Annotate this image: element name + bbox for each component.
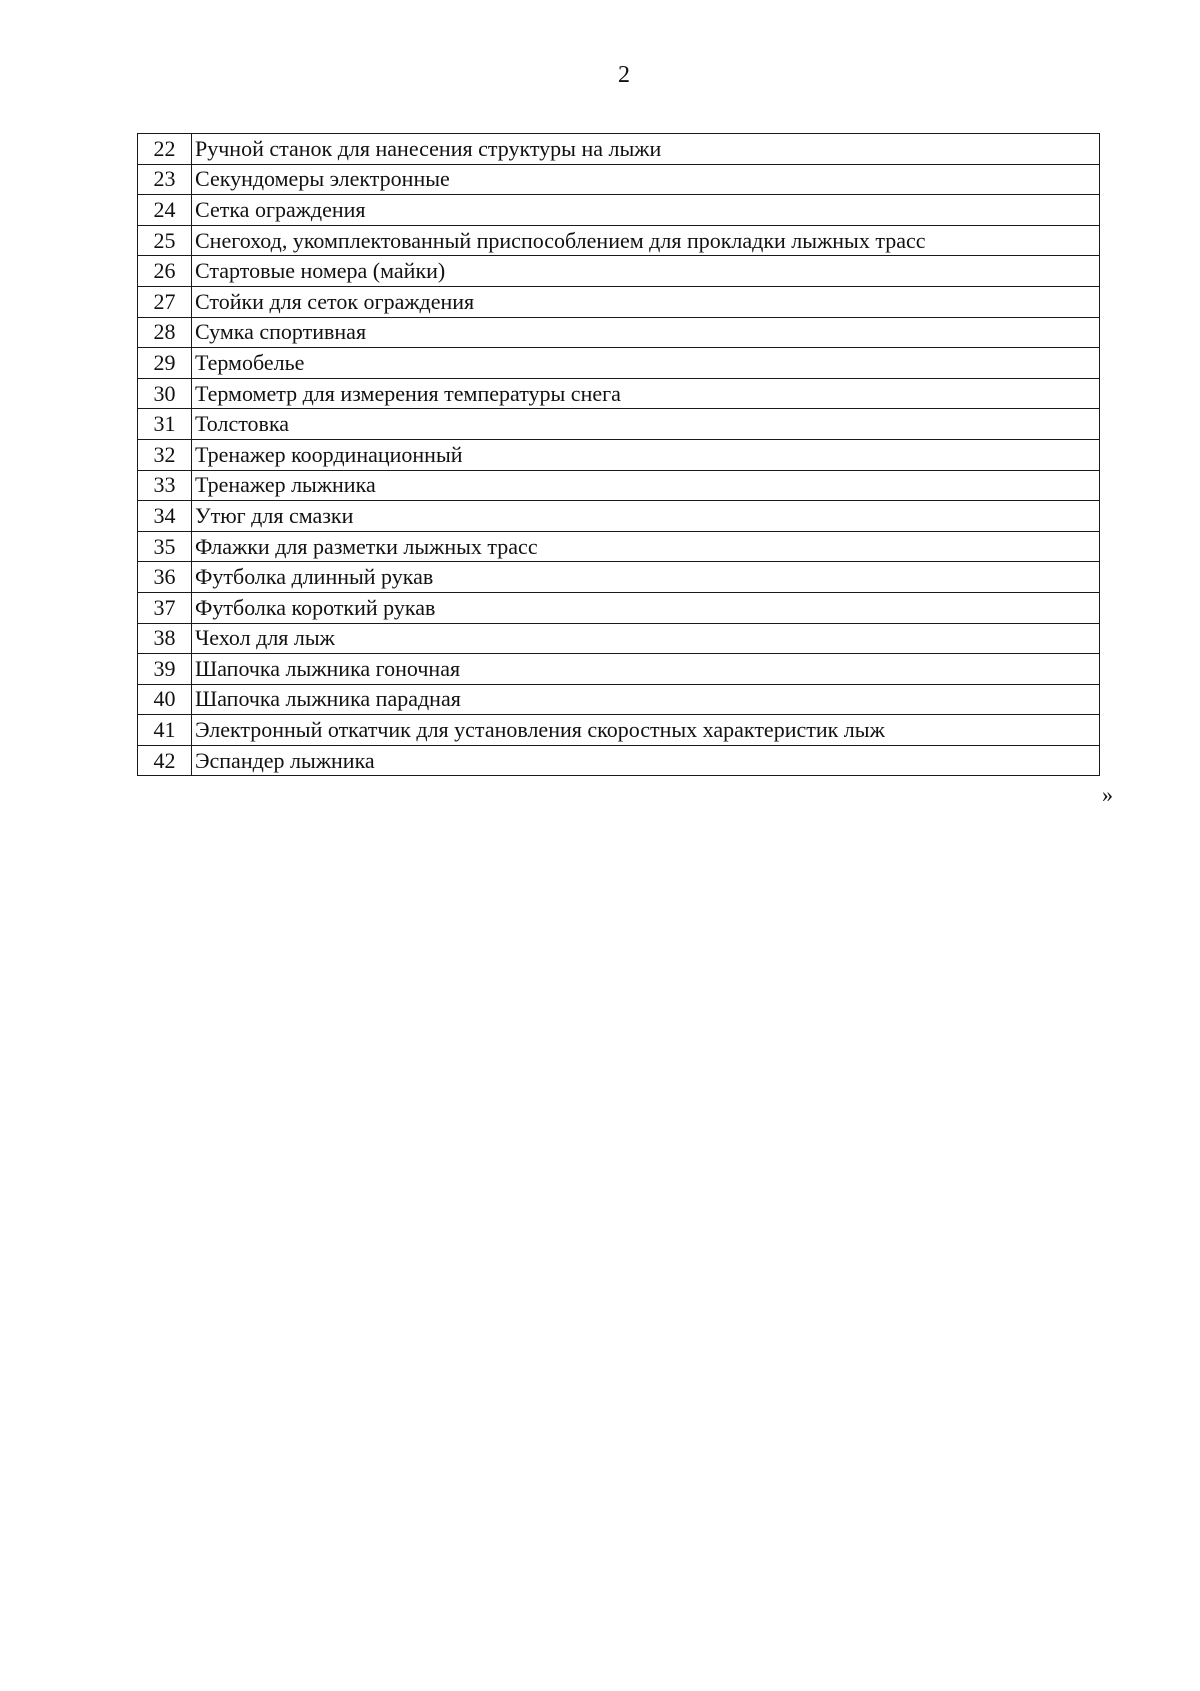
row-number: 34 <box>138 501 192 532</box>
item-name: Футболка короткий рукав <box>192 592 1100 623</box>
table-row <box>138 439 1100 470</box>
page-number: 2 <box>618 62 630 88</box>
item-name: Стартовые номера (майки) <box>192 256 1100 287</box>
table-row <box>138 164 1100 195</box>
table-row <box>138 745 1100 776</box>
row-number: 23 <box>138 164 192 195</box>
table-row <box>138 225 1100 256</box>
row-number: 27 <box>138 286 192 317</box>
item-name: Стойки для сеток ограждения <box>192 286 1100 317</box>
table-row <box>138 378 1100 409</box>
row-number: 25 <box>138 225 192 256</box>
item-name: Тренажер лыжника <box>192 470 1100 501</box>
table-row <box>138 501 1100 532</box>
item-name: Термобелье <box>192 348 1100 379</box>
item-name: Ручной станок для нанесения структуры на лыжи <box>192 134 1100 165</box>
closing-quote: » <box>1102 782 1113 807</box>
item-name: Эспандер лыжника <box>192 745 1100 776</box>
item-name: Электронный откатчик для установления скоростных характеристик лыж <box>192 715 1100 746</box>
table-row <box>138 715 1100 746</box>
table-row <box>138 317 1100 348</box>
item-name: Сетка ограждения <box>192 195 1100 226</box>
row-number: 22 <box>138 134 192 165</box>
item-name: Тренажер координационный <box>192 439 1100 470</box>
table-row <box>138 592 1100 623</box>
row-number: 40 <box>138 684 192 715</box>
table-row <box>138 195 1100 226</box>
table-row <box>138 256 1100 287</box>
table-row <box>138 286 1100 317</box>
item-name: Термометр для измерения температуры снега <box>192 378 1100 409</box>
row-number: 37 <box>138 592 192 623</box>
item-name: Утюг для смазки <box>192 501 1100 532</box>
item-name: Футболка длинный рукав <box>192 562 1100 593</box>
table-row <box>138 409 1100 440</box>
equipment-table <box>137 133 1100 776</box>
row-number: 29 <box>138 348 192 379</box>
item-name: Толстовка <box>192 409 1100 440</box>
row-number: 35 <box>138 531 192 562</box>
item-name: Чехол для лыж <box>192 623 1100 654</box>
item-name: Флажки для разметки лыжных трасс <box>192 531 1100 562</box>
item-name: Секундомеры электронные <box>192 164 1100 195</box>
row-number: 26 <box>138 256 192 287</box>
item-name: Снегоход, укомплектованный приспособлением для прокладки лыжных трасс <box>192 225 1100 256</box>
item-name: Шапочка лыжника парадная <box>192 684 1100 715</box>
row-number: 42 <box>138 745 192 776</box>
row-number: 30 <box>138 378 192 409</box>
table-row <box>138 654 1100 685</box>
table-row <box>138 470 1100 501</box>
row-number: 41 <box>138 715 192 746</box>
table-row <box>138 623 1100 654</box>
table-row <box>138 562 1100 593</box>
table-row <box>138 348 1100 379</box>
row-number: 28 <box>138 317 192 348</box>
row-number: 24 <box>138 195 192 226</box>
item-name: Сумка спортивная <box>192 317 1100 348</box>
equipment-table-body <box>138 134 1100 776</box>
row-number: 38 <box>138 623 192 654</box>
item-name: Шапочка лыжника гоночная <box>192 654 1100 685</box>
row-number: 36 <box>138 562 192 593</box>
table-row <box>138 684 1100 715</box>
table-row <box>138 134 1100 165</box>
row-number: 32 <box>138 439 192 470</box>
table-row <box>138 531 1100 562</box>
row-number: 39 <box>138 654 192 685</box>
row-number: 31 <box>138 409 192 440</box>
row-number: 33 <box>138 470 192 501</box>
